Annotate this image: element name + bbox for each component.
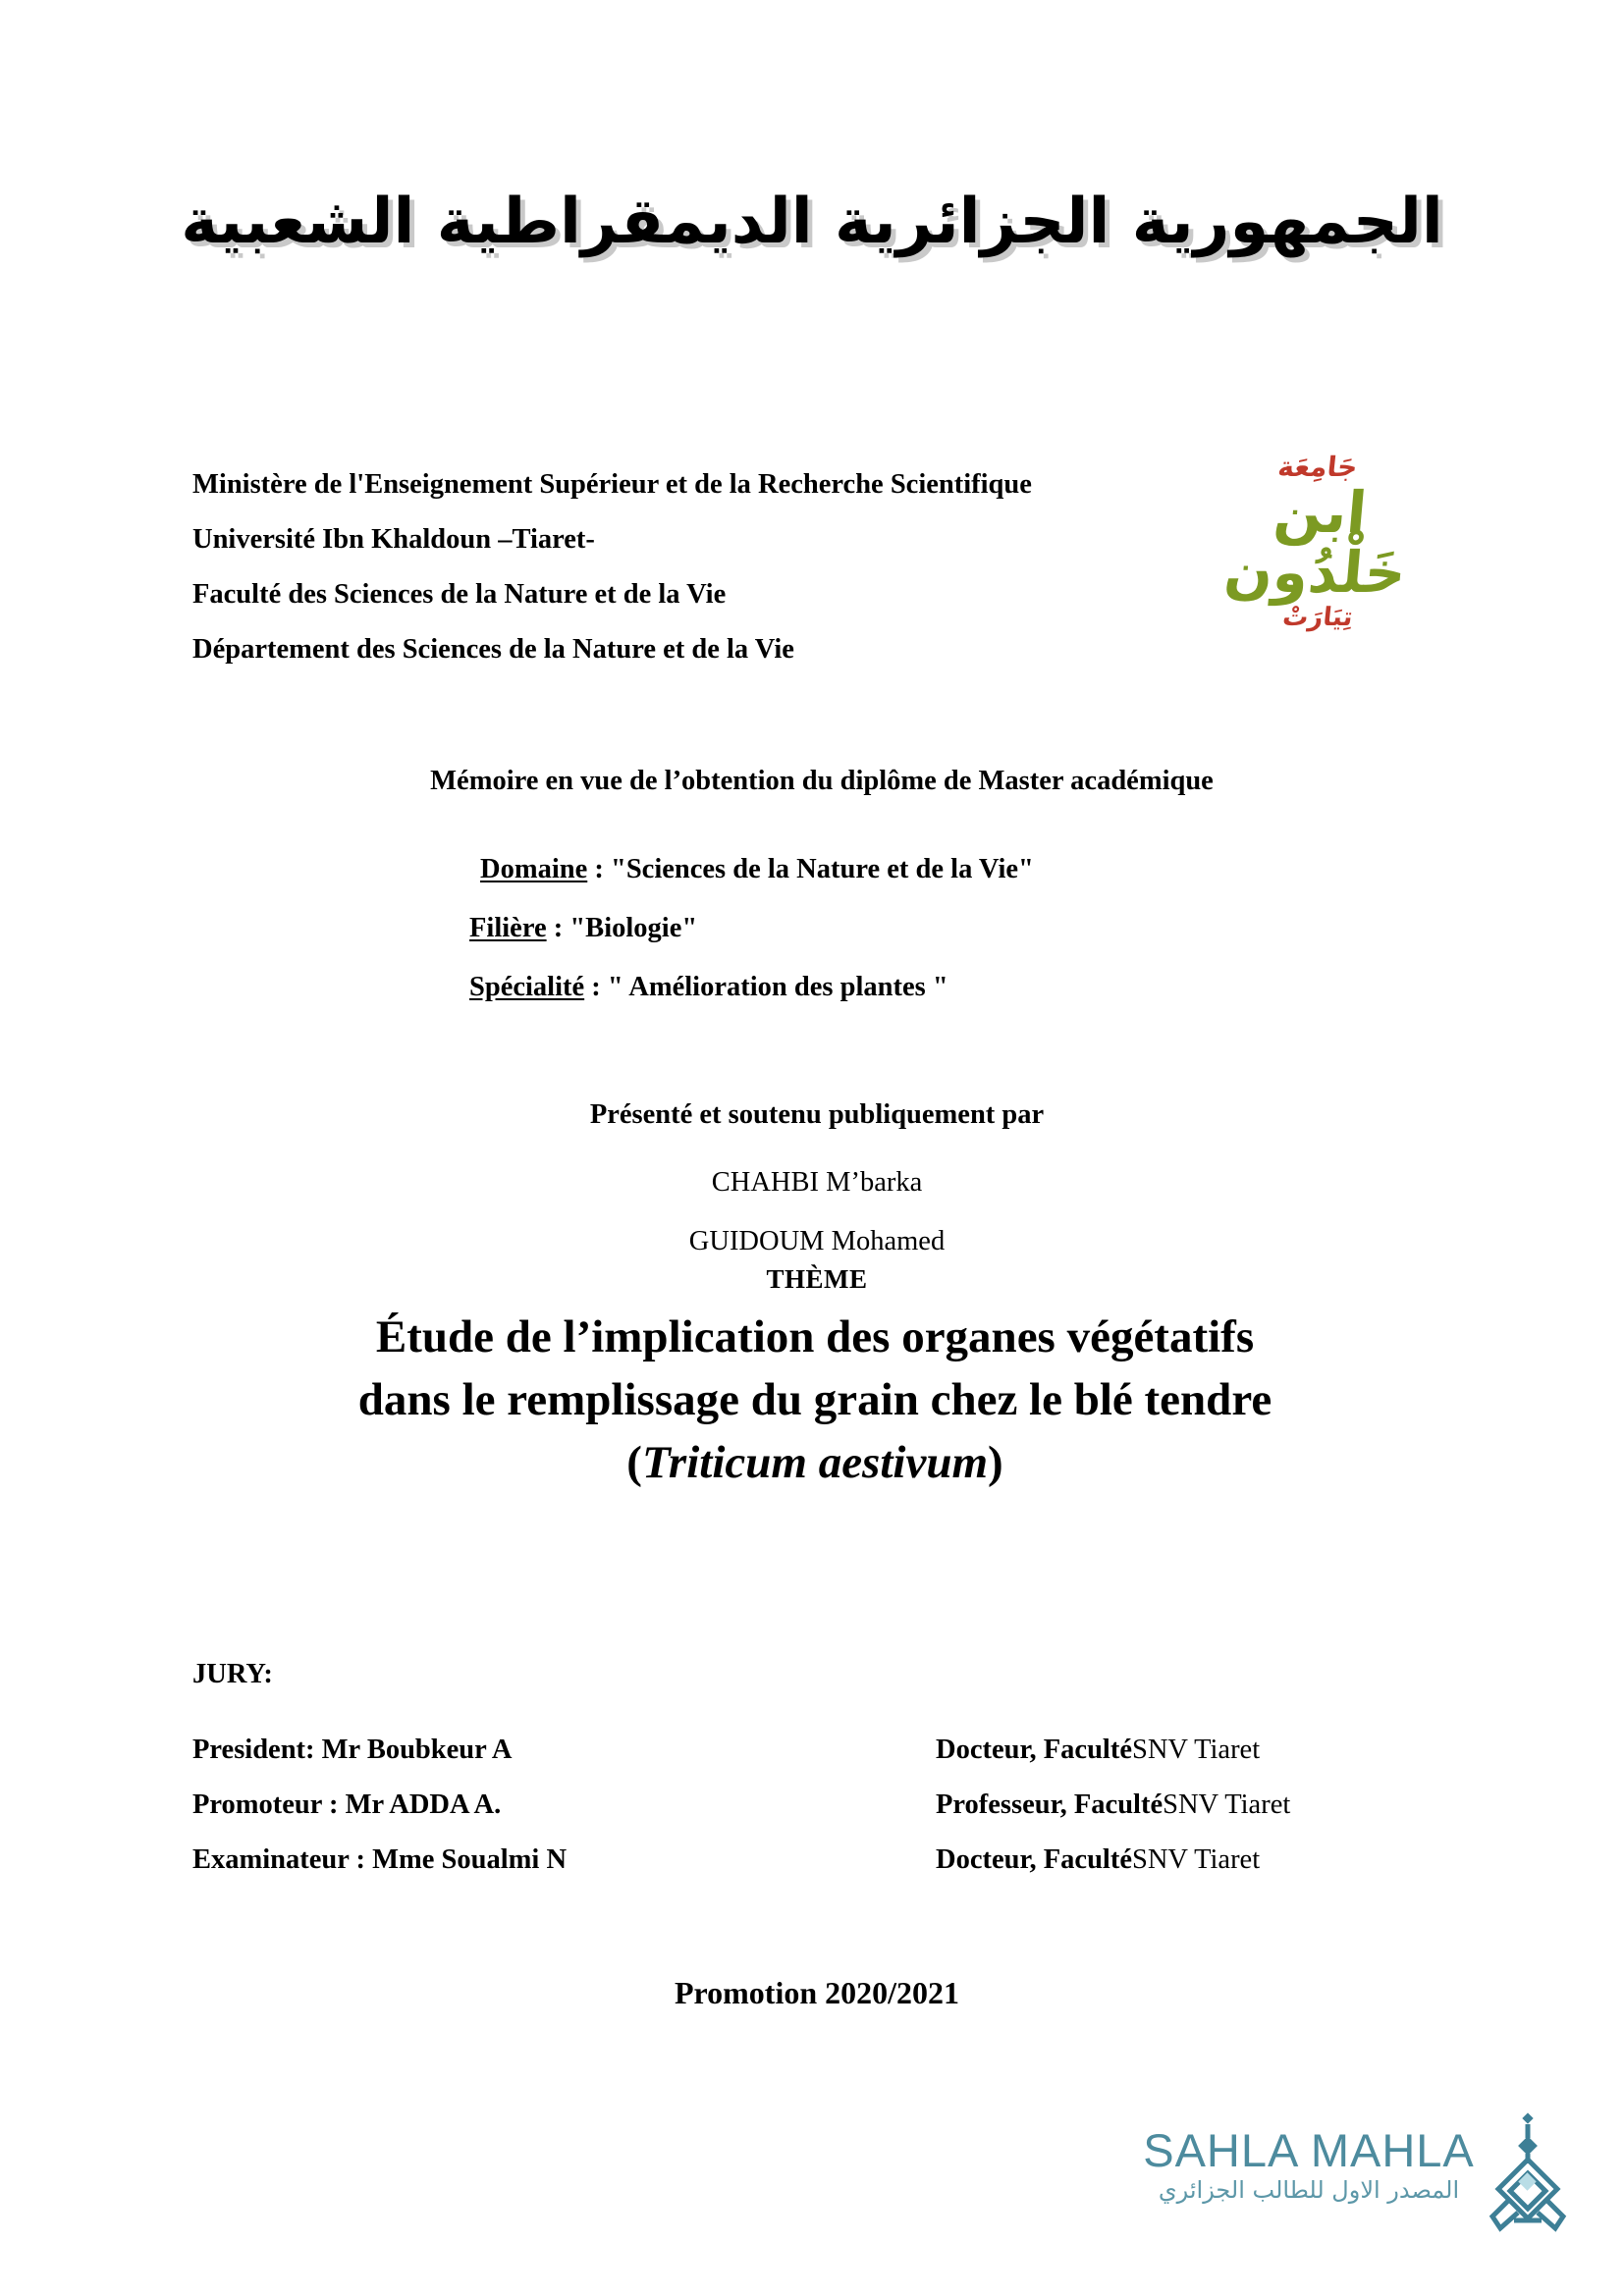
institution-line-department: Département des Sciences de la Nature et de la Vie xyxy=(192,634,794,665)
thesis-title-line-1: Étude de l’implication des organes végétatifs xyxy=(375,1311,1255,1362)
species-paren-open: ( xyxy=(626,1437,642,1488)
university-logo-line-middle: ابن خَلْدُون xyxy=(1221,479,1409,606)
field-label-domaine: Domaine xyxy=(480,854,588,884)
theme-label: THÈME xyxy=(766,1264,868,1294)
jury-table xyxy=(192,1723,1371,1888)
institution-block xyxy=(192,457,1253,677)
field-separator-filiere: : xyxy=(546,913,570,943)
field-value-specialite: " Amélioration des plantes " xyxy=(607,972,948,1002)
thesis-title-line-2: dans le remplissage du grain chez le blé tendre xyxy=(357,1374,1272,1425)
university-logo-line-top: جَامِعَة xyxy=(1275,451,1360,483)
authors-list xyxy=(0,1153,1624,1271)
species-name: Triticum aestivum xyxy=(641,1437,989,1488)
jury-rank: Docteur, Faculté xyxy=(936,1735,1132,1765)
sahla-mahla-tagline: المصدر الاول للطالب الجزائري xyxy=(1158,2176,1460,2204)
field-row-domaine xyxy=(480,840,1364,899)
jury-rank: Professeur, Faculté xyxy=(936,1789,1164,1820)
sahla-mahla-emblem-icon xyxy=(1481,2110,1575,2236)
field-block xyxy=(469,840,1364,1017)
author-name: CHAHBI M’barka xyxy=(711,1167,923,1198)
university-logo-line-bottom: تِيَارَتْ xyxy=(1280,602,1355,632)
sahla-mahla-watermark xyxy=(1117,2115,1559,2253)
jury-row xyxy=(192,1778,1371,1833)
field-value-domaine: "Sciences de la Nature et de la Vie" xyxy=(611,854,1034,884)
field-value-filiere: "Biologie" xyxy=(569,913,698,943)
thesis-title xyxy=(0,1306,1624,1494)
jury-heading: JURY: xyxy=(192,1659,273,1689)
institution-line-university: Université Ibn Khaldoun –Tiaret- xyxy=(192,524,595,555)
jury-affiliation: SNV Tiaret xyxy=(1163,1789,1291,1820)
jury-affiliation: SNV Tiaret xyxy=(1131,1844,1261,1875)
field-separator-domaine: : xyxy=(587,854,611,884)
jury-role: President: Mr Boubkeur A xyxy=(192,1735,513,1765)
field-row-specialite xyxy=(469,958,1364,1017)
field-separator-specialite: : xyxy=(584,972,608,1002)
diploma-statement: Mémoire en vue de l’obtention du diplôme de Master académique xyxy=(430,766,1214,796)
national-header-arabic: الجمهورية الجزائرية الديمقراطية الشعبية xyxy=(181,186,1443,258)
promotion-year: Promotion 2020/2021 xyxy=(674,1975,960,2010)
jury-rank: Docteur, Faculté xyxy=(936,1844,1132,1875)
jury-role: Promoteur : Mr ADDA A. xyxy=(192,1789,502,1820)
species-paren-close: ) xyxy=(988,1437,1003,1488)
presented-by-label: Présenté et soutenu publiquement par xyxy=(589,1099,1045,1130)
institution-line-faculty: Faculté des Sciences de la Nature et de la Vie xyxy=(192,579,727,610)
thesis-title-species-line xyxy=(6,1431,1624,1494)
field-label-filiere: Filière xyxy=(469,913,547,943)
jury-row xyxy=(192,1723,1371,1778)
field-row-filiere xyxy=(469,899,1364,958)
institution-line-ministry: Ministère de l'Enseignement Supérieur et de la Recherche Scientifique xyxy=(192,469,1032,500)
jury-row xyxy=(192,1833,1371,1888)
jury-affiliation: SNV Tiaret xyxy=(1131,1735,1261,1765)
university-logo xyxy=(1219,451,1416,650)
field-label-specialite: Spécialité xyxy=(469,972,585,1002)
jury-role: Examinateur : Mme Soualmi N xyxy=(192,1844,568,1875)
sahla-mahla-wordmark: SAHLA MAHLA xyxy=(1143,2124,1475,2176)
author-name: GUIDOUM Mohamed xyxy=(688,1226,946,1256)
